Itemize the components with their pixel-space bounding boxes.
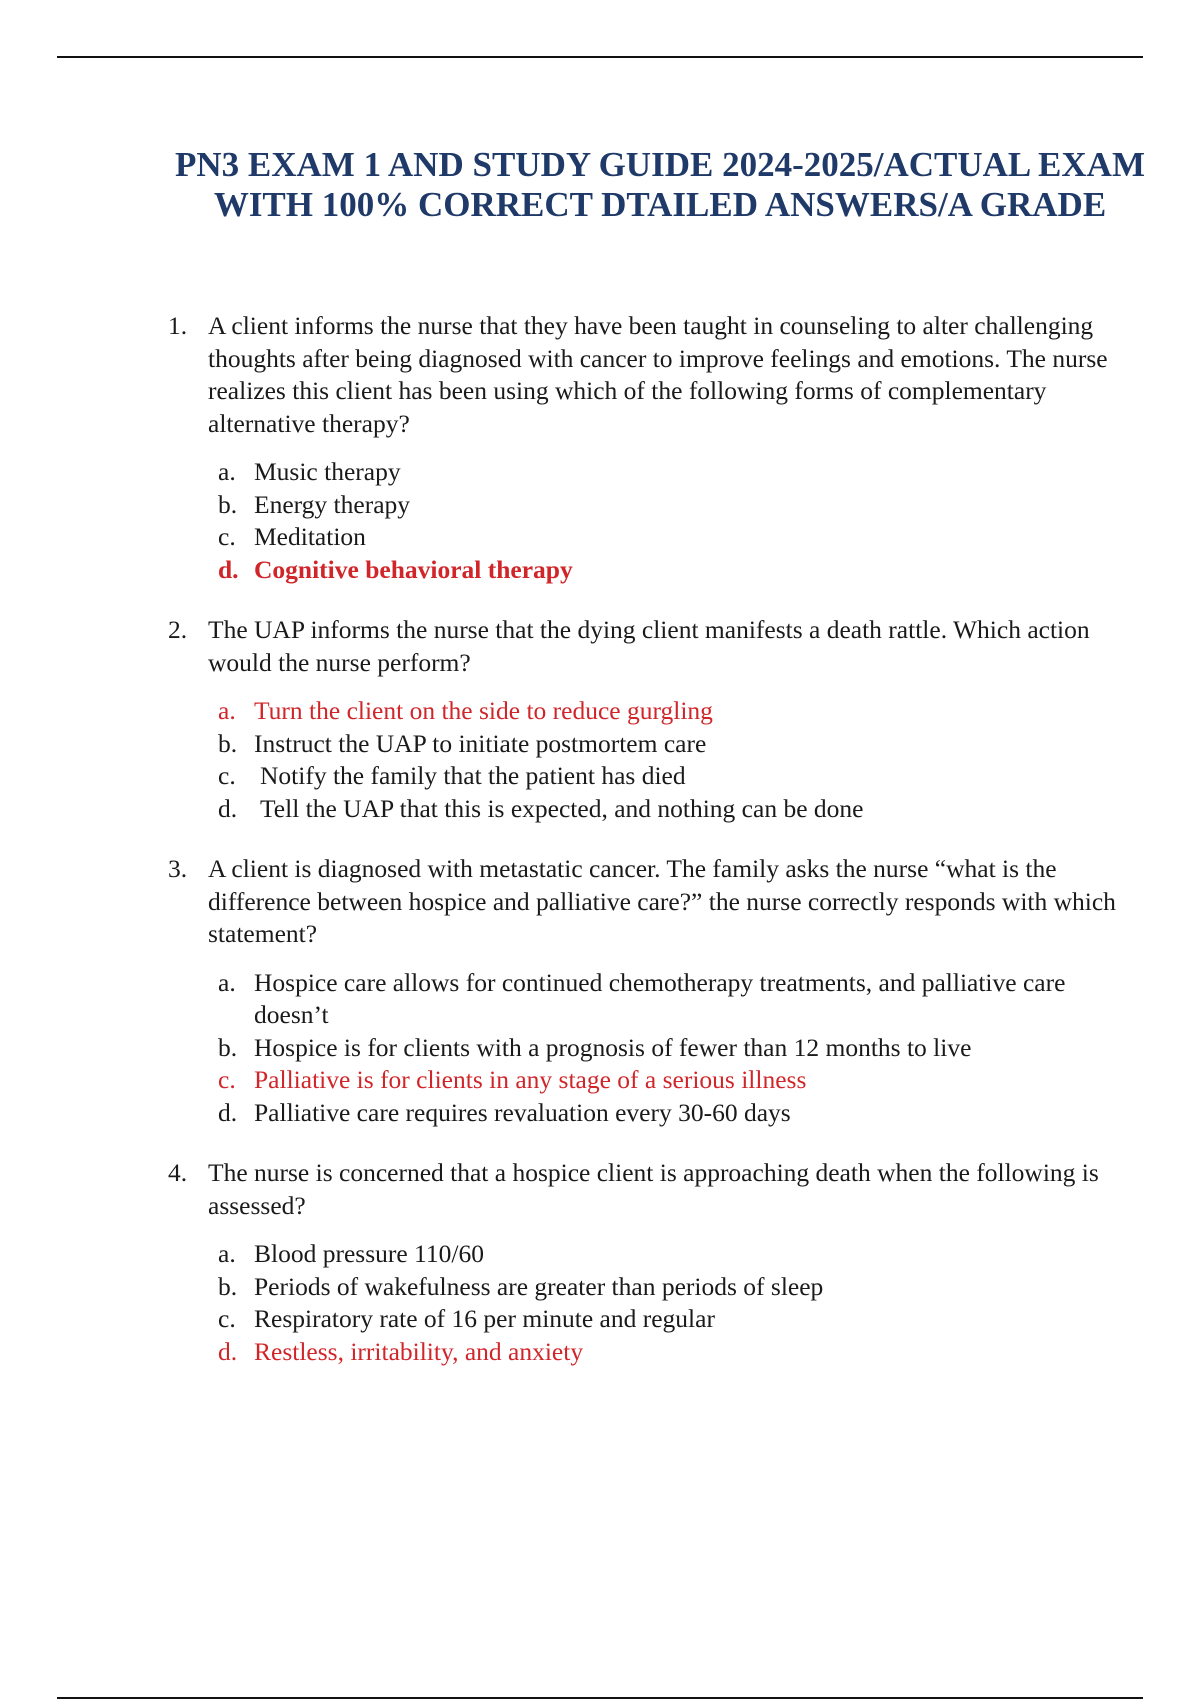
option-text: Turn the client on the side to reduce gurgling <box>254 696 713 725</box>
title-line-2: WITH 100% CORRECT DTAILED ANSWERS/A GRADE <box>213 185 1107 224</box>
option-text: Hospice care allows for continued chemotherapy treatments, and palliative care doesn’t <box>254 967 1066 1029</box>
option-text: Blood pressure 110/60 <box>254 1239 484 1268</box>
answer-options <box>218 456 1128 586</box>
option-text: Notify the family that the patient has died <box>260 761 686 790</box>
question-4 <box>168 1157 1128 1368</box>
question-number: 3. <box>168 854 188 883</box>
answer-option <box>218 760 1128 793</box>
question-number: 1. <box>168 311 188 340</box>
option-text: Periods of wakefulness are greater than periods of sleep <box>254 1271 824 1301</box>
question-text: The nurse is concerned that a hospice client is approaching death when the following is assessed? <box>208 1158 1099 1220</box>
option-letter: c. <box>218 1065 236 1094</box>
correct-answer-option <box>218 1064 1128 1097</box>
question-2 <box>168 614 1128 825</box>
correct-answer-option <box>218 1336 1128 1369</box>
option-letter: b. <box>218 728 238 758</box>
answer-option <box>218 521 1128 554</box>
option-letter: d. <box>218 1097 238 1127</box>
answer-option <box>218 793 1128 826</box>
answer-option <box>218 1271 1128 1304</box>
answer-option <box>218 456 1128 489</box>
option-text: Tell the UAP that this is expected, and nothing can be done <box>260 793 864 823</box>
option-text: Respiratory rate of 16 per minute and regular <box>254 1304 715 1333</box>
option-letter: b. <box>218 1271 238 1301</box>
document-title <box>140 145 1180 225</box>
option-letter: d. <box>218 793 238 823</box>
option-text: Palliative is for clients in any stage of a serious illness <box>254 1065 807 1094</box>
option-letter: a. <box>218 696 236 725</box>
answer-option <box>218 728 1128 761</box>
answer-option <box>218 1097 1128 1130</box>
option-letter: b. <box>218 489 238 519</box>
question-text: A client is diagnosed with metastatic cancer. The family asks the nurse “what is the difference between hospice and palliative care?” the nurse correctly responds with which statement? <box>208 854 1116 948</box>
option-letter: a. <box>218 1239 236 1268</box>
top-divider <box>57 56 1143 58</box>
option-text: Music therapy <box>254 457 401 486</box>
answer-option <box>218 489 1128 522</box>
option-letter: c. <box>218 1304 236 1333</box>
option-text: Cognitive behavioral therapy <box>254 554 573 584</box>
option-letter: a. <box>218 457 236 486</box>
option-letter: c. <box>218 761 236 790</box>
question-text: A client informs the nurse that they have been taught in counseling to alter challenging thoughts after being diagnosed with cancer to improve feelings and emotions. The nurse realizes this client has been using which of the following forms of complementary alternative therapy? <box>208 311 1108 438</box>
option-text: Energy therapy <box>254 489 411 519</box>
question-number: 2. <box>168 615 188 644</box>
answer-option <box>218 967 1128 1032</box>
question-text: The UAP informs the nurse that the dying client manifests a death rattle. Which action would the nurse perform? <box>208 615 1090 677</box>
option-letter: a. <box>218 967 236 997</box>
answer-option <box>218 1238 1128 1271</box>
question-3 <box>168 853 1128 1129</box>
answer-option <box>218 1032 1128 1065</box>
option-text: Restless, irritability, and anxiety <box>254 1336 584 1366</box>
question-list <box>168 310 1128 1396</box>
answer-options <box>218 1238 1128 1368</box>
correct-answer-option <box>218 695 1128 728</box>
answer-options <box>218 695 1128 825</box>
option-text: Meditation <box>254 522 366 551</box>
option-text: Palliative care requires revaluation every 30-60 days <box>254 1097 791 1127</box>
correct-answer-option <box>218 554 1128 587</box>
option-text: Instruct the UAP to initiate postmortem care <box>254 728 707 758</box>
answer-option <box>218 1303 1128 1336</box>
option-letter: d. <box>218 554 239 584</box>
bottom-divider <box>57 1697 1143 1699</box>
title-line-1: PN3 EXAM 1 AND STUDY GUIDE 2024-2025/ACTUAL EXAM <box>175 145 1145 184</box>
question-number: 4. <box>168 1158 188 1187</box>
answer-options <box>218 967 1128 1130</box>
option-text: Hospice is for clients with a prognosis of fewer than 12 months to live <box>254 1032 972 1062</box>
option-letter: b. <box>218 1032 238 1062</box>
option-letter: c. <box>218 522 236 551</box>
option-letter: d. <box>218 1336 238 1366</box>
question-1 <box>168 310 1128 586</box>
